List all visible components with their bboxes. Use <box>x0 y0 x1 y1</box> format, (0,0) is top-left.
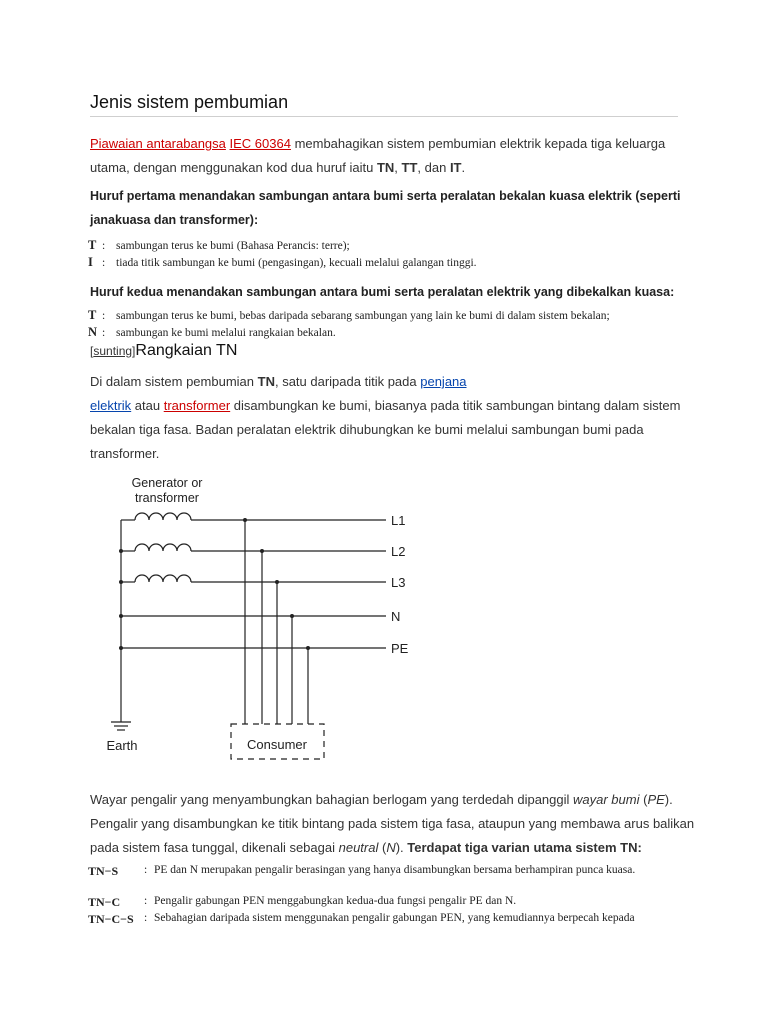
tn-text: disambungkan ke bumi, biasanya pada titik sambungan bintang dalam sistem <box>230 398 681 413</box>
coil-2 <box>135 544 191 551</box>
variant-colon: : <box>144 864 148 876</box>
after-text: ). <box>395 840 408 855</box>
consumer-label: Consumer <box>247 737 307 752</box>
after-bold: Terdapat tiga varian utama sistem TN: <box>407 840 642 855</box>
variant-tn-s <box>88 864 684 879</box>
variant-tn-c <box>88 895 684 910</box>
code-tn: TN <box>376 160 395 175</box>
label-l1: L1 <box>391 513 406 528</box>
tn-text: bekalan tiga fasa. Badan peralatan elektrik dihubungkan ke bumi melalui sambungan bumi pada <box>90 422 644 437</box>
after-text: pada sistem fasa tunggal, dikenali sebagai <box>90 840 339 855</box>
page-title: Jenis sistem pembumian <box>90 92 289 112</box>
edit-bracket-open: [ <box>90 344 94 358</box>
def-colon: : <box>102 257 106 269</box>
after-paragraph <box>90 788 700 860</box>
def-colon: : <box>102 327 106 339</box>
label-l3: L3 <box>391 575 406 590</box>
tn-text: Di dalam sistem pembumian <box>90 374 258 389</box>
variant-key: TN−C <box>88 895 121 909</box>
def-text: sambungan ke bumi melalui rangkaian bekalan. <box>116 327 336 339</box>
label-n: N <box>391 609 401 624</box>
first-letter-heading-2: janakuasa dan transformer): <box>90 213 259 227</box>
after-em: wayar bumi <box>573 792 640 807</box>
intro-sep-2: , dan <box>417 160 450 175</box>
diagram-wires <box>111 513 386 759</box>
link-penjana[interactable]: penjana <box>420 374 467 389</box>
variant-text: Sebahagian daripada sistem menggunakan pengalir gabungan PEN, yang kemudiannya berpecah kepada <box>154 912 635 924</box>
intro-text-1: membahagikan sistem pembumian elektrik kepada tiga keluarga <box>290 136 666 151</box>
generator-label-1: Generator or <box>131 476 203 490</box>
junction-dot <box>119 646 123 650</box>
variant-key: TN−S <box>88 864 119 878</box>
junction-dot <box>306 646 310 650</box>
junction-dots <box>119 518 310 650</box>
def-key: N <box>88 325 98 339</box>
def-key: I <box>88 255 93 269</box>
def-text: tiada titik sambungan ke bumi (pengasingan), kecuali melalui galangan tinggi. <box>116 257 477 269</box>
variant-text: PE dan N merupakan pengalir berasingan yang hanya disambungkan bersama berhampiran punca kuasa. <box>154 864 636 876</box>
code-it: IT <box>449 160 462 175</box>
junction-dot <box>119 614 123 618</box>
variant-colon: : <box>144 895 148 907</box>
section-heading-text: Rangkaian TN <box>135 342 238 359</box>
after-text: ( <box>378 840 387 855</box>
after-em: neutral <box>338 840 379 855</box>
tn-code: TN <box>257 374 275 389</box>
coil-3 <box>135 575 191 582</box>
link-piawaian-antarabangsa[interactable]: Piawaian antarabangsa <box>90 136 226 151</box>
intro-end: . <box>461 160 466 175</box>
second-letter-heading: Huruf kedua menandakan sambungan antara bumi serta peralatan elektrik yang dibekalkan kuasa: <box>90 285 675 299</box>
def-text: sambungan terus ke bumi (Bahasa Perancis: terre); <box>116 240 350 252</box>
after-text: ( <box>639 792 648 807</box>
junction-dot <box>243 518 247 522</box>
intro-text-2: utama, dengan menggunakan kod dua huruf iaitu <box>90 160 377 175</box>
edit-bracket-close: ] <box>132 344 136 358</box>
after-em: N <box>386 840 396 855</box>
label-l2: L2 <box>391 544 406 559</box>
label-pe: PE <box>391 641 409 656</box>
tn-text: transformer. <box>90 446 160 461</box>
first-letter-heading-1: Huruf pertama menandakan sambungan antara bumi serta peralatan bekalan kuasa elektrik (seperti <box>90 189 681 203</box>
link-iec-60364[interactable]: IEC 60364 <box>229 136 291 151</box>
junction-dot <box>119 549 123 553</box>
generator-label-2: transformer <box>135 491 199 505</box>
earth-label: Earth <box>106 738 138 753</box>
junction-dot <box>119 580 123 584</box>
intro-sep-1: , <box>394 160 402 175</box>
tn-text: atau <box>131 398 164 413</box>
junction-dot <box>275 580 279 584</box>
after-text: Pengalir yang disambungkan ke titik bintang pada sistem tiga fasa, ataupun yang membawa arus balikan <box>90 816 695 831</box>
variant-key: TN−C−S <box>88 912 134 926</box>
coil-1 <box>135 513 191 520</box>
def-colon: : <box>102 240 106 252</box>
after-text: Wayar pengalir yang menyambungkan bahagian berlogam yang terdedah dipanggil <box>90 792 574 807</box>
variant-tn-c-s <box>88 912 684 927</box>
tn-text: , satu daripada titik pada <box>274 374 421 389</box>
def-text: sambungan terus ke bumi, bebas daripada sebarang sambungan yang lain ke bumi di dalam sistem bekalan; <box>116 310 610 322</box>
code-tt: TT <box>401 160 418 175</box>
edit-link-sunting[interactable]: sunting <box>93 344 133 358</box>
def-key: T <box>88 238 97 252</box>
junction-dot <box>260 549 264 553</box>
after-text: ). <box>664 792 673 807</box>
after-em: PE <box>647 792 665 807</box>
variant-text: Pengalir gabungan PEN menggabungkan kedua-dua fungsi pengalir PE dan N. <box>154 895 517 907</box>
link-transformer[interactable]: transformer <box>163 398 231 413</box>
def-colon: : <box>102 310 106 322</box>
def-key: T <box>88 308 97 322</box>
link-elektrik[interactable]: elektrik <box>90 398 132 413</box>
variant-colon: : <box>144 912 148 924</box>
junction-dot <box>290 614 294 618</box>
